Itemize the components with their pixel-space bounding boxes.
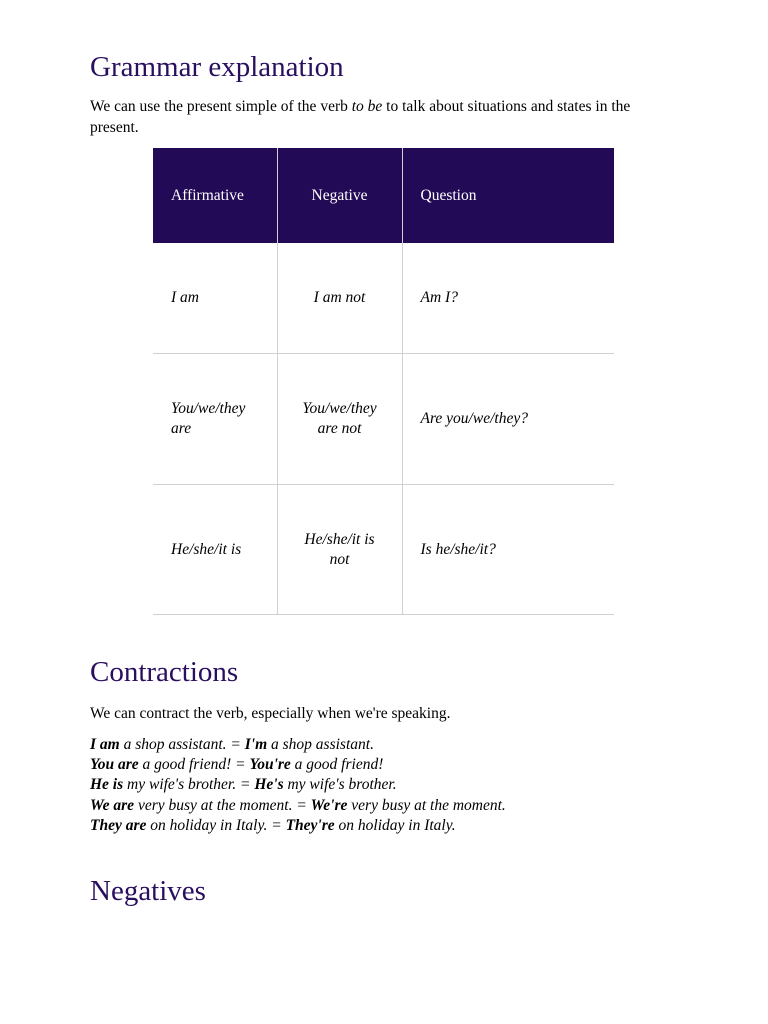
- example-text: very busy at the moment. =: [134, 796, 311, 814]
- full-form: I am: [90, 736, 120, 753]
- example-text: on holiday in Italy.: [334, 816, 456, 834]
- header-question: Question: [402, 148, 614, 243]
- table-header-row: [153, 148, 614, 243]
- contracted-form: We're: [310, 796, 348, 814]
- contracted-form: You're: [249, 756, 291, 774]
- intro-emphasis: to be: [351, 98, 383, 115]
- affirmative-cell: He/she/it is: [153, 485, 277, 615]
- question-cell: Is he/she/it?: [402, 485, 614, 615]
- example-text: on holiday in Italy. =: [146, 816, 286, 834]
- header-affirmative: Affirmative: [153, 148, 277, 243]
- example-line: [90, 735, 506, 755]
- header-negative: Negative: [277, 148, 402, 243]
- table-row: [153, 485, 614, 615]
- contractions-intro: We can contract the verb, especially when we're speaking.: [90, 705, 451, 722]
- example-line: [90, 755, 506, 775]
- intro-paragraph: [90, 96, 680, 138]
- example-line: [90, 796, 506, 816]
- contracted-form: I'm: [244, 736, 268, 753]
- full-form: They are: [90, 816, 147, 834]
- example-line: [90, 775, 506, 795]
- page-title: Grammar explanation: [90, 51, 344, 83]
- example-text: a shop assistant.: [267, 736, 374, 753]
- contracted-form: He's: [254, 776, 284, 794]
- table-row: [153, 243, 614, 354]
- contracted-form: They're: [285, 816, 335, 834]
- question-cell: Are you/we/they?: [402, 354, 614, 485]
- intro-text-before: We can use the present simple of the verb: [90, 98, 352, 115]
- negative-cell: I am not: [277, 243, 402, 354]
- verb-to-be-table: [153, 148, 614, 615]
- negatives-heading: Negatives: [90, 875, 206, 907]
- full-form: You are: [90, 756, 139, 774]
- contractions-examples: [90, 735, 506, 836]
- full-form: We are: [90, 796, 135, 814]
- example-line: [90, 816, 506, 836]
- example-text: my wife's brother.: [283, 776, 397, 794]
- example-text: a good friend!: [290, 756, 384, 774]
- example-text: very busy at the moment.: [347, 796, 506, 814]
- negative-cell: You/we/they are not: [277, 354, 402, 485]
- table-row: [153, 354, 614, 485]
- affirmative-cell: You/we/they are: [153, 354, 277, 485]
- full-form: He is: [90, 776, 124, 794]
- contractions-heading: Contractions: [90, 656, 239, 688]
- example-text: my wife's brother. =: [123, 776, 255, 794]
- intro-text-after: to talk about situations and states in the present.: [90, 98, 631, 136]
- example-text: a good friend! =: [138, 756, 250, 774]
- negative-cell: He/she/it is not: [277, 485, 402, 615]
- affirmative-cell: I am: [153, 243, 277, 354]
- question-cell: Am I?: [402, 243, 614, 354]
- example-text: a shop assistant. =: [119, 736, 245, 753]
